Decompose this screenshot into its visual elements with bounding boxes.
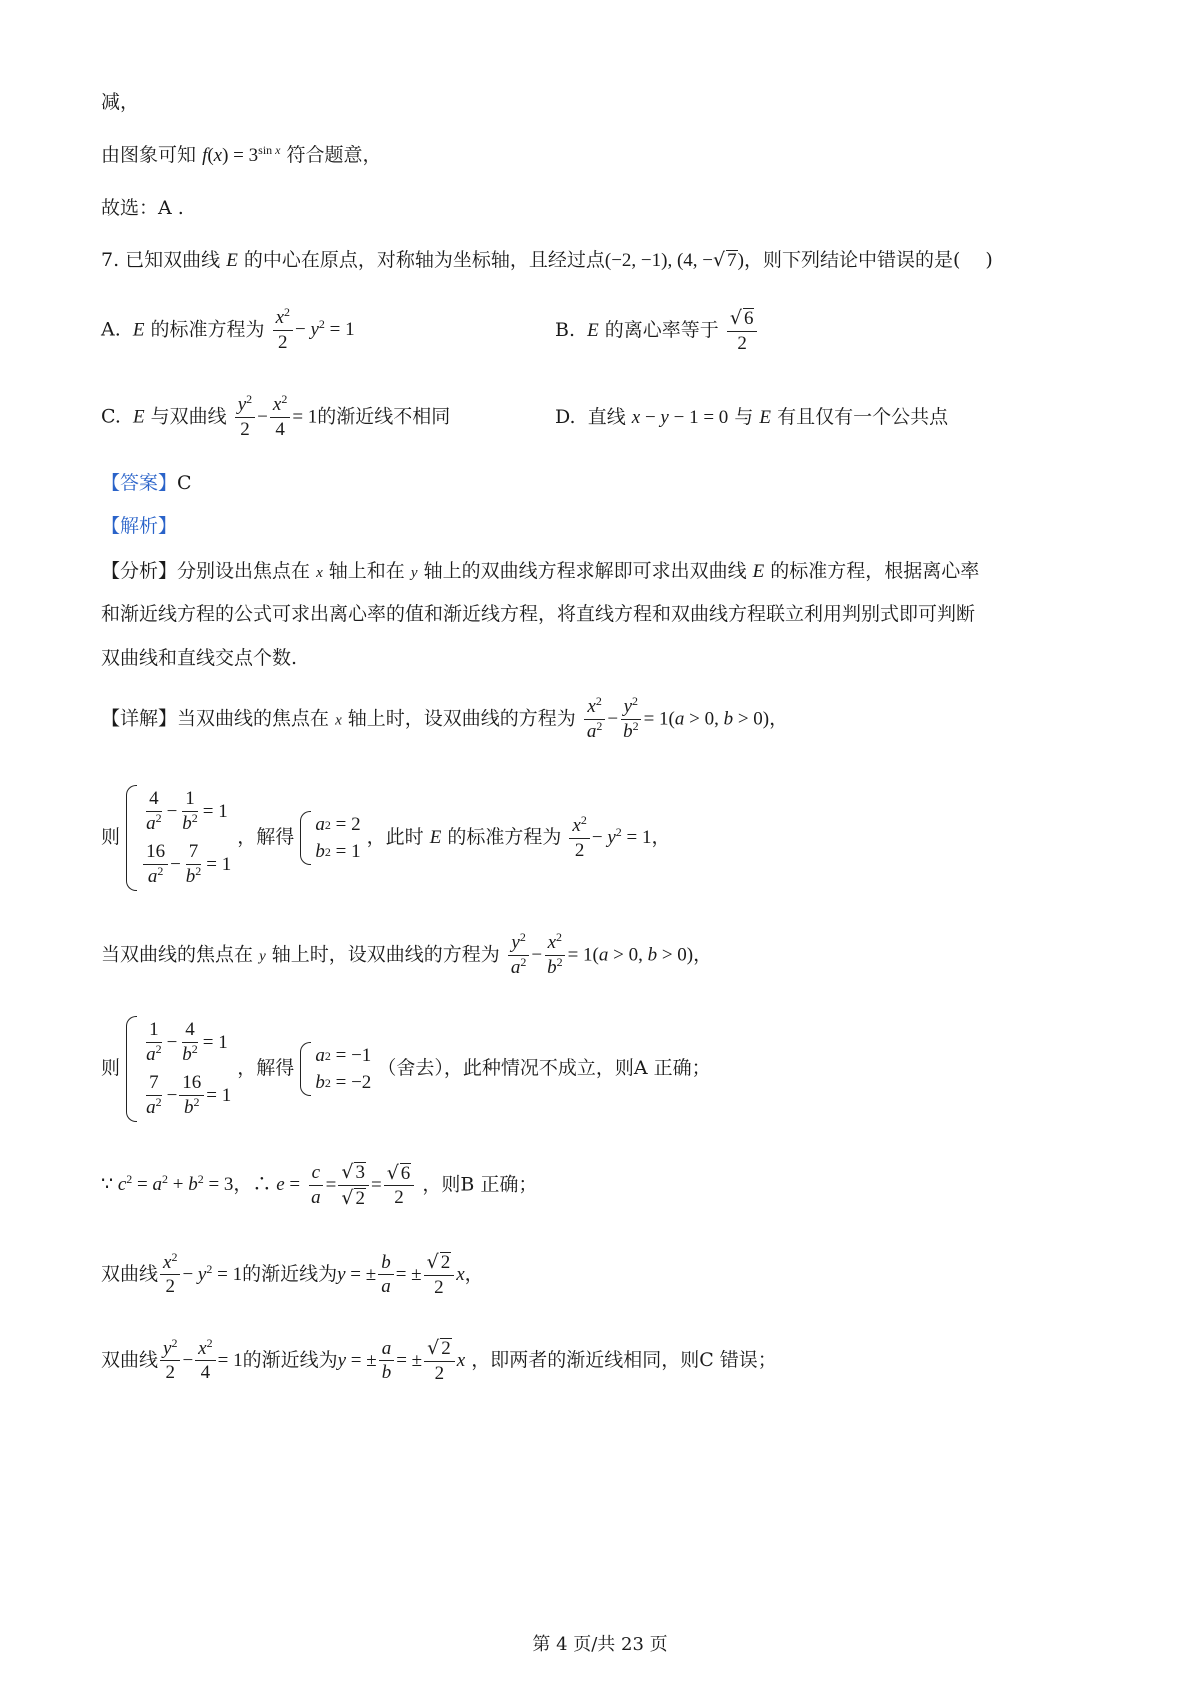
detail-text: 双曲线 $\frac{y^2}{2}$ − $\frac{x^2}{4}$ = 1的渐近线为y = ± $\frac{a}{b}$ = ± $\frac{√ 2}{2}$ x ，即两者的渐近线相同，则C 错误； — [101, 1335, 777, 1384]
detail-text: 当双曲线的焦点在 y 轴上时，设双曲线的方程为 $\frac{y^2}{a^2}$ − $\frac{x^2}{b^2}$ = 1(a > 0, b > 0)， — [101, 929, 713, 978]
analysis-text: 双曲线和直线交点个数. — [101, 647, 298, 669]
analysis-label: 【解析】 — [101, 515, 178, 537]
detail-text: 双曲线 $\frac{x^2}{2}$ − $y^2 = 1$的渐近线为y = ± $\frac{b}{a}$ = ± $\frac{√ 2}{2}$ x， — [101, 1249, 484, 1298]
option-a: A. E 的标准方程为 $\frac{x^2}{2}$ − $y^2 = 1$ — [101, 304, 355, 353]
analysis-text: 【分析】分别设出焦点在 x 轴上和在 y 轴上的双曲线方程求解即可求出双曲线 E 的标准方程，根据离心率 — [101, 560, 980, 582]
formula: $f(x) = 3^{sin x}$ — [202, 142, 281, 166]
text-line: 故选：A . — [101, 197, 184, 219]
option-c: C. E 与双曲线 $\frac{y^2}{2}$ − $\frac{x^2}{4}$ = 1的渐近线不相同 — [101, 391, 451, 440]
text-line: 由图象可知 $f(x) = 3^{sin x}$ 符合题意， — [101, 142, 382, 166]
answer-line: 【答案】C — [101, 472, 192, 494]
equation-system: 则 4 $a^2$ − $\frac{1}{b^2}$ = 1 16 $a^2$ − $\frac{7}{b^2}$ = 1 ，解得 a 2 = 2 b 2 = 1 ，此时 E 的标准方程为 $\frac{x^2}{2}$ − $y^2 = 1$， — [101, 785, 670, 891]
detail-text: ∵ $c^2 = a^2 + b^2 = 3$，∴ e = $\frac{c}{a}$ = $\frac{√ 3}{√ 2}$ = $\frac{√ 6}{2}$ ，则B 正确； — [101, 1161, 538, 1209]
text-line: 减， — [101, 91, 140, 113]
detail-text: 【详解】当双曲线的焦点在 x 轴上时，设双曲线的方程为 $\frac{x^2}{a^2}$ − $\frac{y^2}{b^2}$ = 1(a > 0, b > 0)， — [101, 693, 789, 742]
equation-system: 则 1 $a^2$ − $\frac{4}{b^2}$ = 1 7 $a^2$ − $\frac{16}{b^2}$ = 1 ，解得 a 2 = −1 b 2 = −2 （舍去），此种情况不成立，则A 正确； — [101, 1016, 711, 1122]
page-footer: 第 4 页/共 23 页 — [532, 1634, 668, 1655]
analysis-text: 和渐近线方程的公式可求出离心率的值和渐近线方程，将直线方程和双曲线方程联立利用判别式即可判断 — [101, 603, 976, 625]
option-b: B. E 的离心率等于 $\frac{√ 6}{2}$ — [555, 308, 759, 354]
option-d: D. 直线 x − y − 1 = 0 与 E 有且仅有一个公共点 — [555, 406, 949, 428]
question-stem: 7. 已知双曲线 E 的中心在原点，对称轴为坐标轴，且经过点(−2, −1), (4, −√ 7)，则下列结论中错误的是( ) — [101, 249, 993, 271]
